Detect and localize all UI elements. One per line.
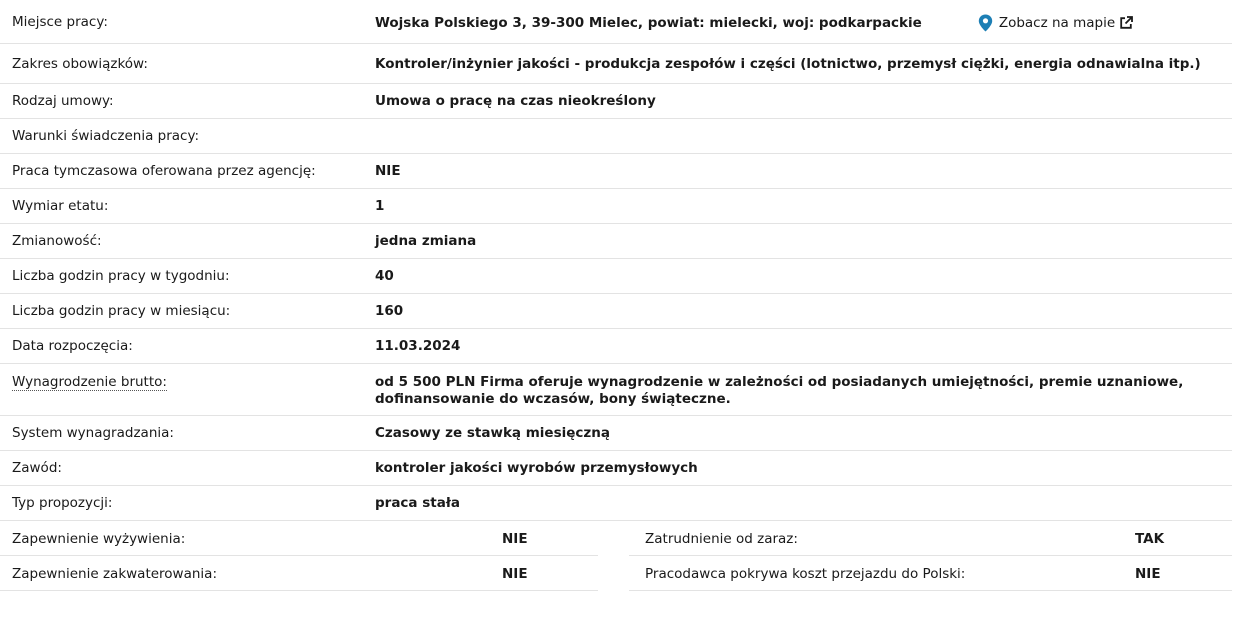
row-label: Liczba godzin pracy w tygodniu: — [12, 268, 230, 284]
row-label: Rodzaj umowy: — [12, 93, 114, 109]
row-label: Pracodawca pokrywa koszt przejazdu do Polski: — [645, 566, 966, 582]
row-occupation — [0, 451, 1232, 486]
row-shifts — [0, 224, 1232, 259]
row-value: 40 — [375, 268, 394, 284]
row-value: TAK — [1135, 531, 1165, 547]
row-work-conditions — [0, 119, 1232, 154]
row-employment-fraction — [0, 189, 1232, 224]
view-on-map-link[interactable] — [978, 14, 1133, 32]
row-label: Warunki świadczenia pracy: — [12, 128, 200, 144]
address-text: Wojska Polskiego 3, 39-300 Mielec, powiat: mielecki, woj: podkarpackie — [375, 14, 922, 31]
row-offer-type — [0, 486, 1232, 521]
row-travel-cost — [629, 556, 1232, 591]
row-label: Praca tymczasowa oferowana przez agencję: — [12, 163, 316, 179]
row-value: praca stała — [375, 495, 460, 511]
row-meals — [0, 521, 598, 556]
row-value: 160 — [375, 303, 404, 319]
benefits-right-column — [629, 521, 1232, 591]
row-label: Zawód: — [12, 460, 62, 476]
row-value: Umowa o pracę na czas nieokreślony — [375, 93, 656, 109]
row-label: Zatrudnienie od zaraz: — [645, 531, 798, 547]
salary-tooltip-label[interactable]: Wynagrodzenie brutto: — [12, 374, 167, 390]
row-label: Zapewnienie zakwaterowania: — [12, 566, 217, 582]
row-contract-type — [0, 84, 1232, 119]
row-value: Czasowy ze stawką miesięczną — [375, 425, 610, 441]
row-value — [375, 14, 1232, 32]
row-value: NIE — [375, 163, 401, 179]
row-accommodation — [0, 556, 598, 591]
row-value: Kontroler/inżynier jakości - produkcja zespołów i części (lotnictwo, przemysł ciężki, energia odnawialna itp.) — [375, 56, 1201, 72]
row-value: NIE — [502, 531, 528, 547]
row-temp-agency — [0, 154, 1232, 189]
row-value: od 5 500 PLN Firma oferuje wynagrodzenie w zależności od posiadanych umiejętności, premie uznaniowe, dofinansowanie do wczasów, bony świąteczne. — [375, 374, 1184, 407]
row-label: Zmianowość: — [12, 233, 102, 249]
view-on-map-label: Zobacz na mapie — [998, 14, 1116, 31]
row-label: Wymiar etatu: — [12, 198, 109, 214]
row-pay-system — [0, 416, 1232, 451]
row-value: 11.03.2024 — [375, 338, 461, 354]
row-duties — [0, 44, 1232, 84]
row-value: kontroler jakości wyrobów przemysłowych — [375, 460, 698, 476]
row-label: Typ propozycji: — [12, 495, 113, 511]
row-label: System wynagradzania: — [12, 425, 174, 441]
row-weekly-hours — [0, 259, 1232, 294]
row-monthly-hours — [0, 294, 1232, 329]
row-label: Zapewnienie wyżywienia: — [12, 531, 186, 547]
row-gross-salary — [0, 364, 1232, 416]
map-pin-icon — [978, 14, 993, 32]
row-label: Miejsce pracy: — [12, 14, 108, 30]
row-location — [0, 0, 1232, 44]
row-label[interactable] — [0, 374, 375, 390]
row-value: NIE — [1135, 566, 1161, 582]
row-immediate-hire — [629, 521, 1232, 556]
row-label: Liczba godzin pracy w miesiącu: — [12, 303, 231, 319]
external-link-icon — [1119, 16, 1133, 30]
benefits-grid — [0, 521, 1232, 591]
row-value: jedna zmiana — [375, 233, 477, 249]
row-value: 1 — [375, 198, 385, 214]
row-label: Data rozpoczęcia: — [12, 338, 133, 354]
row-start-date — [0, 329, 1232, 364]
row-value: NIE — [502, 566, 528, 582]
row-label: Zakres obowiązków: — [12, 56, 148, 72]
benefits-left-column — [0, 521, 598, 591]
